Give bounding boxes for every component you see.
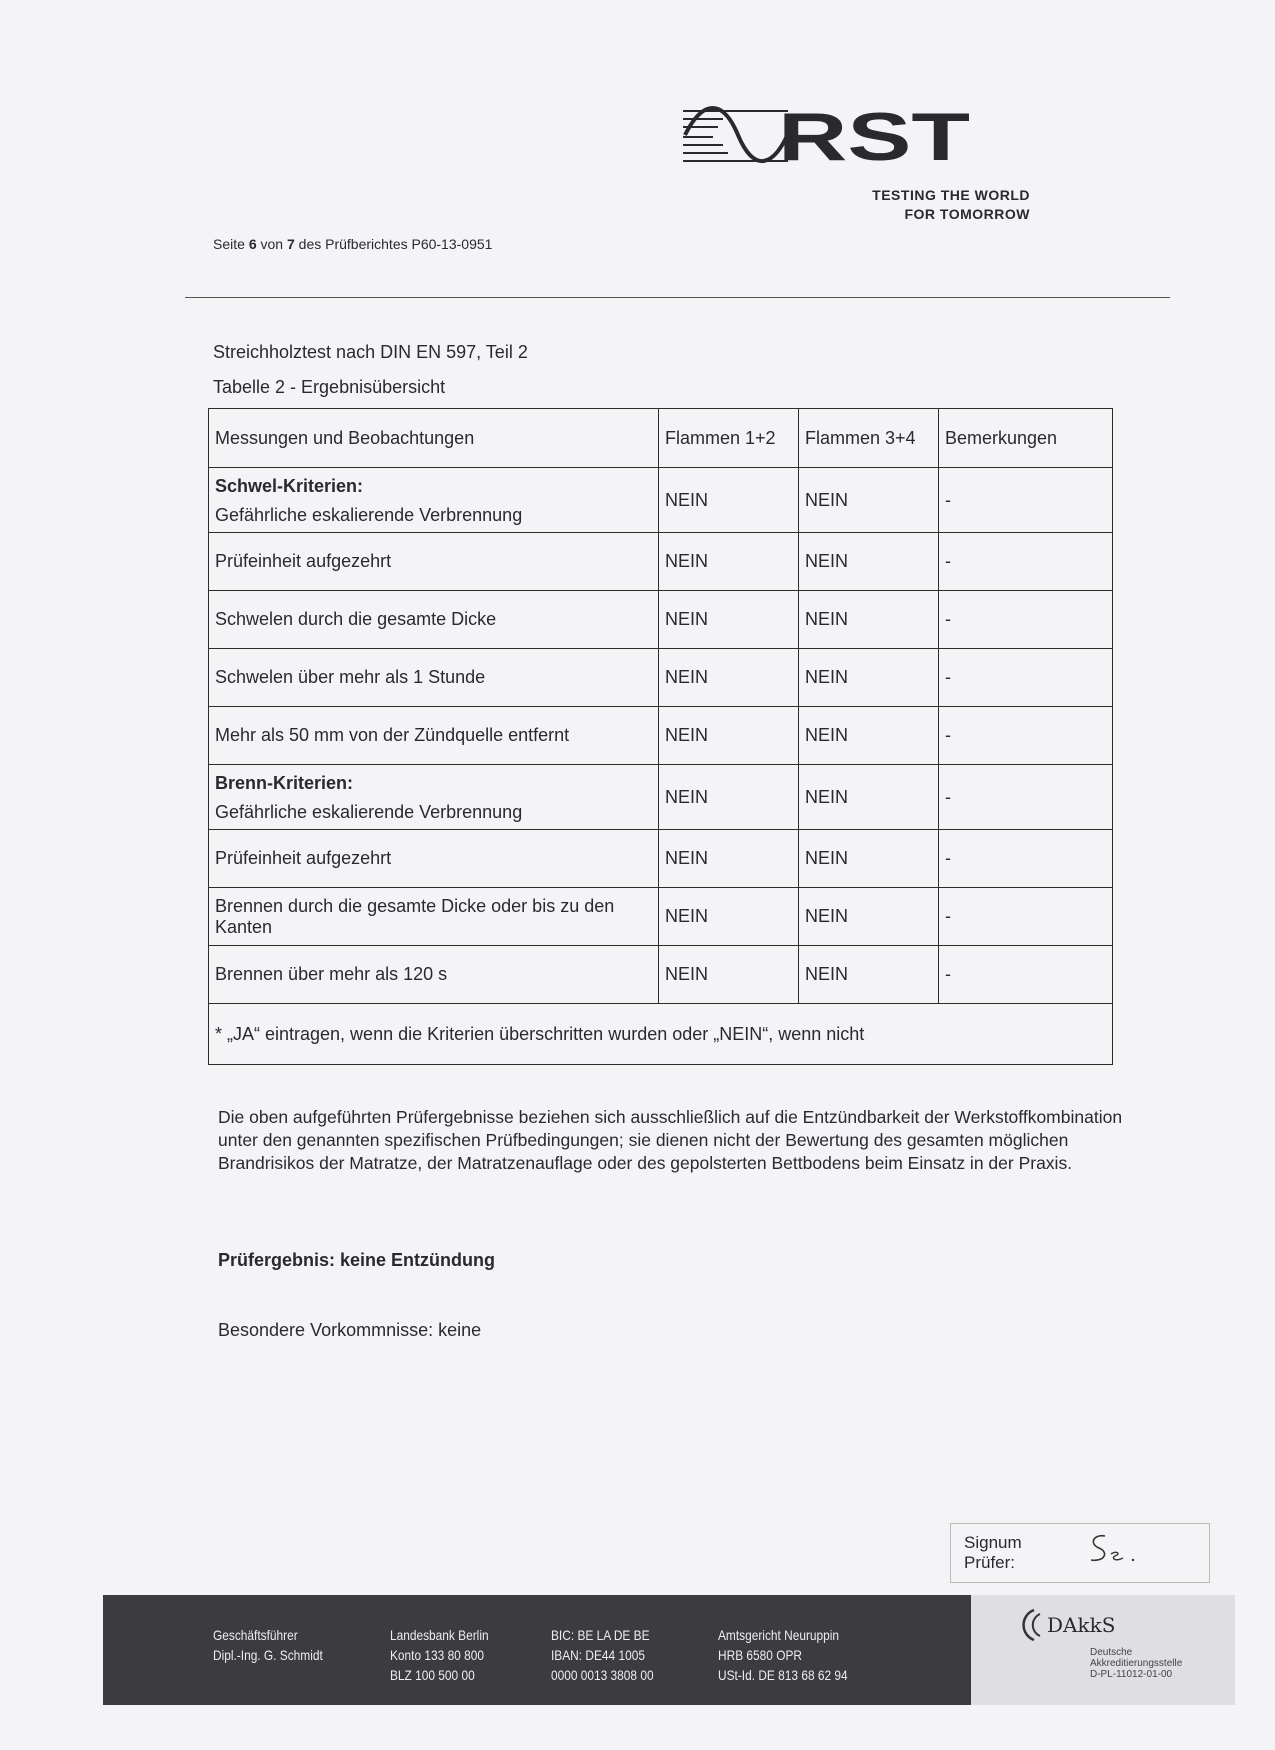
page-ref-prefix: Seite <box>213 236 249 252</box>
dakks-line: Akkreditierungsstelle <box>1090 1658 1183 1669</box>
flames-1-2-value: NEIN <box>659 533 799 591</box>
tagline-line1: TESTING THE WORLD <box>872 187 1030 203</box>
remark-value: - <box>939 533 1113 591</box>
col-header-remarks: Bemerkungen <box>939 409 1113 468</box>
page-total: 7 <box>286 236 295 252</box>
criterion-label: Schwelen durch die gesamte Dicke <box>215 609 497 629</box>
results-table <box>208 408 1113 1065</box>
footer-text: Landesbank Berlin <box>390 1627 489 1643</box>
footer-text: USt-Id. DE 813 68 62 94 <box>718 1667 848 1683</box>
criterion-cell <box>209 591 659 649</box>
flames-3-4-value: NEIN <box>799 946 939 1004</box>
footer-text: Amtsgericht Neuruppin <box>718 1627 840 1643</box>
page-ref-suffix: des Prüfberichtes P60-13-0951 <box>294 236 493 252</box>
remark-value: - <box>939 765 1113 830</box>
table-row <box>209 830 1113 888</box>
criterion-cell <box>209 533 659 591</box>
remark-value: - <box>939 830 1113 888</box>
flames-3-4-value: NEIN <box>799 707 939 765</box>
criterion-cell <box>209 707 659 765</box>
rst-logo <box>683 105 973 167</box>
dakks-subtitle <box>1090 1647 1182 1680</box>
footer-management <box>213 1625 323 1665</box>
flames-3-4-value: NEIN <box>799 765 939 830</box>
flames-3-4-value: NEIN <box>799 468 939 533</box>
flames-3-4-value: NEIN <box>799 591 939 649</box>
footer-text: Konto 133 80 800 <box>390 1647 484 1663</box>
footer-text: HRB 6580 OPR <box>718 1647 803 1663</box>
table-row <box>209 649 1113 707</box>
flames-3-4-value: NEIN <box>799 533 939 591</box>
flames-1-2-value: NEIN <box>659 649 799 707</box>
footer-iban <box>551 1625 654 1685</box>
criteria-group-heading: Brenn-Kriterien: <box>215 773 354 793</box>
table-footnote: * „JA“ eintragen, wenn die Kriterien überschritten wurden oder „NEIN“, wenn nicht <box>209 1004 1113 1065</box>
signature-label-line2: Prüfer: <box>964 1553 1016 1572</box>
tagline-line2: FOR TOMORROW <box>904 206 1030 222</box>
table-row <box>209 888 1113 946</box>
criterion-cell <box>209 888 659 946</box>
footer-text: Geschäftsführer <box>213 1627 298 1643</box>
table-row <box>209 946 1113 1004</box>
dakks-line: D-PL-11012-01-00 <box>1090 1669 1173 1680</box>
flames-1-2-value: NEIN <box>659 468 799 533</box>
criterion-cell <box>209 946 659 1004</box>
logo-wordmark: RST <box>778 105 970 167</box>
criterion-label: Schwelen über mehr als 1 Stunde <box>215 667 486 687</box>
flames-3-4-value: NEIN <box>799 649 939 707</box>
table-row <box>209 707 1113 765</box>
remark-value: - <box>939 649 1113 707</box>
dakks-line: Deutsche <box>1090 1647 1133 1658</box>
criterion-cell <box>209 830 659 888</box>
footer-text: Dipl.-Ing. G. Schmidt <box>213 1647 323 1663</box>
flames-1-2-value: NEIN <box>659 830 799 888</box>
flames-3-4-value: NEIN <box>799 888 939 946</box>
page-reference <box>213 236 492 252</box>
disclaimer-paragraph: Die oben aufgeführten Prüfergebnisse beziehen sich ausschließlich auf die Entzündbarkeit der Werkstoffkombination unter den genannten spezifischen Prüfbedingungen; sie dienen nicht der Bewertung des gesamten möglichen Brandrisikos der Matratze, der Matratzenauflage oder des gepolsterten Bettbodens beim Einsatz in der Praxis. <box>218 1107 1123 1173</box>
remark-value: - <box>939 888 1113 946</box>
footer-text: BIC: BE LA DE BE <box>551 1627 650 1643</box>
remark-value: - <box>939 707 1113 765</box>
page-current: 6 <box>248 236 257 252</box>
table-footnote-row <box>209 1004 1113 1065</box>
special-occurrences: Besondere Vorkommnisse: keine <box>218 1320 482 1340</box>
footer-text: IBAN: DE44 1005 <box>551 1647 645 1663</box>
criterion-label: Mehr als 50 mm von der Zündquelle entfernt <box>215 725 570 745</box>
criterion-label: Gefährliche eskalierende Verbrennung <box>215 802 523 822</box>
table-row <box>209 468 1113 533</box>
footer-bar <box>103 1595 971 1705</box>
signature-mark <box>1085 1528 1145 1568</box>
col-header-measurements: Messungen und Beobachtungen <box>209 409 659 468</box>
col-header-flames-1-2: Flammen 1+2 <box>659 409 799 468</box>
criterion-cell <box>209 649 659 707</box>
remark-value: - <box>939 591 1113 649</box>
flames-1-2-value: NEIN <box>659 765 799 830</box>
footer-bank <box>390 1625 489 1685</box>
flames-1-2-value: NEIN <box>659 707 799 765</box>
remark-value: - <box>939 468 1113 533</box>
criterion-label: Gefährliche eskalierende Verbrennung <box>215 505 523 525</box>
flames-1-2-value: NEIN <box>659 946 799 1004</box>
section-title: Streichholztest nach DIN EN 597, Teil 2 <box>213 342 528 362</box>
dakks-logo-text: DAkkS <box>1047 1613 1116 1637</box>
tagline <box>820 186 1030 224</box>
table-row <box>209 591 1113 649</box>
flames-3-4-value: NEIN <box>799 830 939 888</box>
page-ref-middle: von <box>256 236 287 252</box>
col-header-flames-3-4: Flammen 3+4 <box>799 409 939 468</box>
flames-1-2-value: NEIN <box>659 888 799 946</box>
signature-label <box>964 1533 1022 1573</box>
signature-label-line1: Signum <box>964 1533 1022 1552</box>
table-header-row <box>209 409 1113 468</box>
test-result: Prüfergebnis: keine Entzündung <box>218 1250 496 1270</box>
criterion-label: Brennen über mehr als 120 s <box>215 964 448 984</box>
table-row <box>209 533 1113 591</box>
table-caption: Tabelle 2 - Ergebnisübersicht <box>213 377 446 397</box>
footer-text: BLZ 100 500 00 <box>390 1667 475 1683</box>
flames-1-2-value: NEIN <box>659 591 799 649</box>
footer-text: 0000 0013 3808 00 <box>551 1667 654 1683</box>
criterion-cell <box>209 765 659 830</box>
remark-value: - <box>939 946 1113 1004</box>
criteria-group-heading: Schwel-Kriterien: <box>215 476 364 496</box>
criterion-cell <box>209 468 659 533</box>
criterion-label: Brennen durch die gesamte Dicke oder bis zu den Kanten <box>215 895 615 937</box>
header-divider <box>185 297 1170 298</box>
footer-court <box>718 1625 848 1685</box>
criterion-label: Prüfeinheit aufgezehrt <box>215 848 392 868</box>
table-row <box>209 765 1113 830</box>
criterion-label: Prüfeinheit aufgezehrt <box>215 551 392 571</box>
